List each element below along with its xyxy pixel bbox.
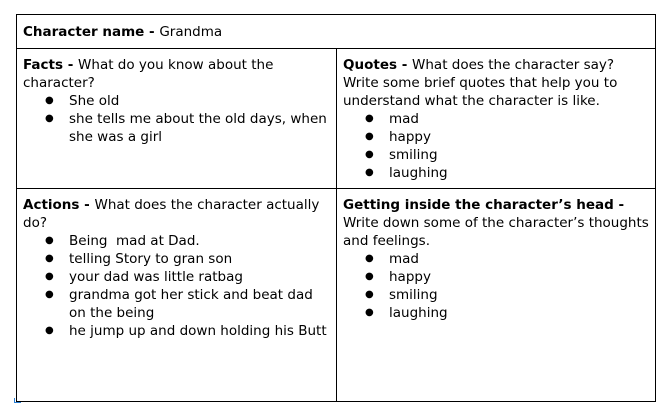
facts-prompt: What do you know about the character? (23, 57, 274, 91)
actions-heading: Actions - (23, 197, 95, 213)
actions-item: ● your dad was little ratbag (69, 268, 330, 286)
character-name-value: Grandma (159, 24, 223, 40)
facts-cell (17, 49, 337, 189)
facts-item: ● She old (69, 92, 330, 110)
quotes-item: ● smiling (389, 146, 649, 164)
facts-heading: Facts - (23, 57, 79, 73)
actions-item: ● grandma got her stick and beat dad on the being (69, 286, 330, 322)
inside-head-item: ● laughing (389, 304, 649, 322)
actions-item: ● Being mad at Dad. (69, 232, 330, 250)
inside-head-item: ● mad (389, 250, 649, 268)
quotes-item: ● happy (389, 128, 649, 146)
quotes-heading: Quotes - (343, 57, 413, 73)
character-name-row (17, 15, 655, 49)
inside-head-item: ● happy (389, 268, 649, 286)
inside-head-item: ● smiling (389, 286, 649, 304)
inside-head-prompt: Write down some of the character’s thoughts and feelings. (343, 215, 649, 249)
inside-head-list (343, 250, 649, 322)
character-profile-table (16, 14, 656, 402)
actions-cell (17, 189, 337, 401)
inside-head-heading: Getting inside the character’s head - (343, 197, 625, 213)
character-name-label: Character name - (23, 24, 160, 40)
selection-corner-marker (14, 398, 21, 403)
facts-list (23, 92, 330, 146)
actions-list (23, 232, 330, 340)
actions-item: ● telling Story to gran son (69, 250, 330, 268)
actions-prompt: What does the character actually do? (23, 197, 320, 231)
inside-head-cell (337, 189, 655, 401)
quotes-prompt: What does the character say? Write some brief quotes that help you to understand what the character is like. (343, 57, 618, 109)
actions-item: ● he jump up and down holding his Butt (69, 322, 330, 340)
quotes-list (343, 110, 649, 182)
quotes-cell (337, 49, 655, 189)
facts-item: ● she tells me about the old days, when she was a girl (69, 110, 330, 146)
quotes-item: ● mad (389, 110, 649, 128)
quotes-item: ● laughing (389, 164, 649, 182)
